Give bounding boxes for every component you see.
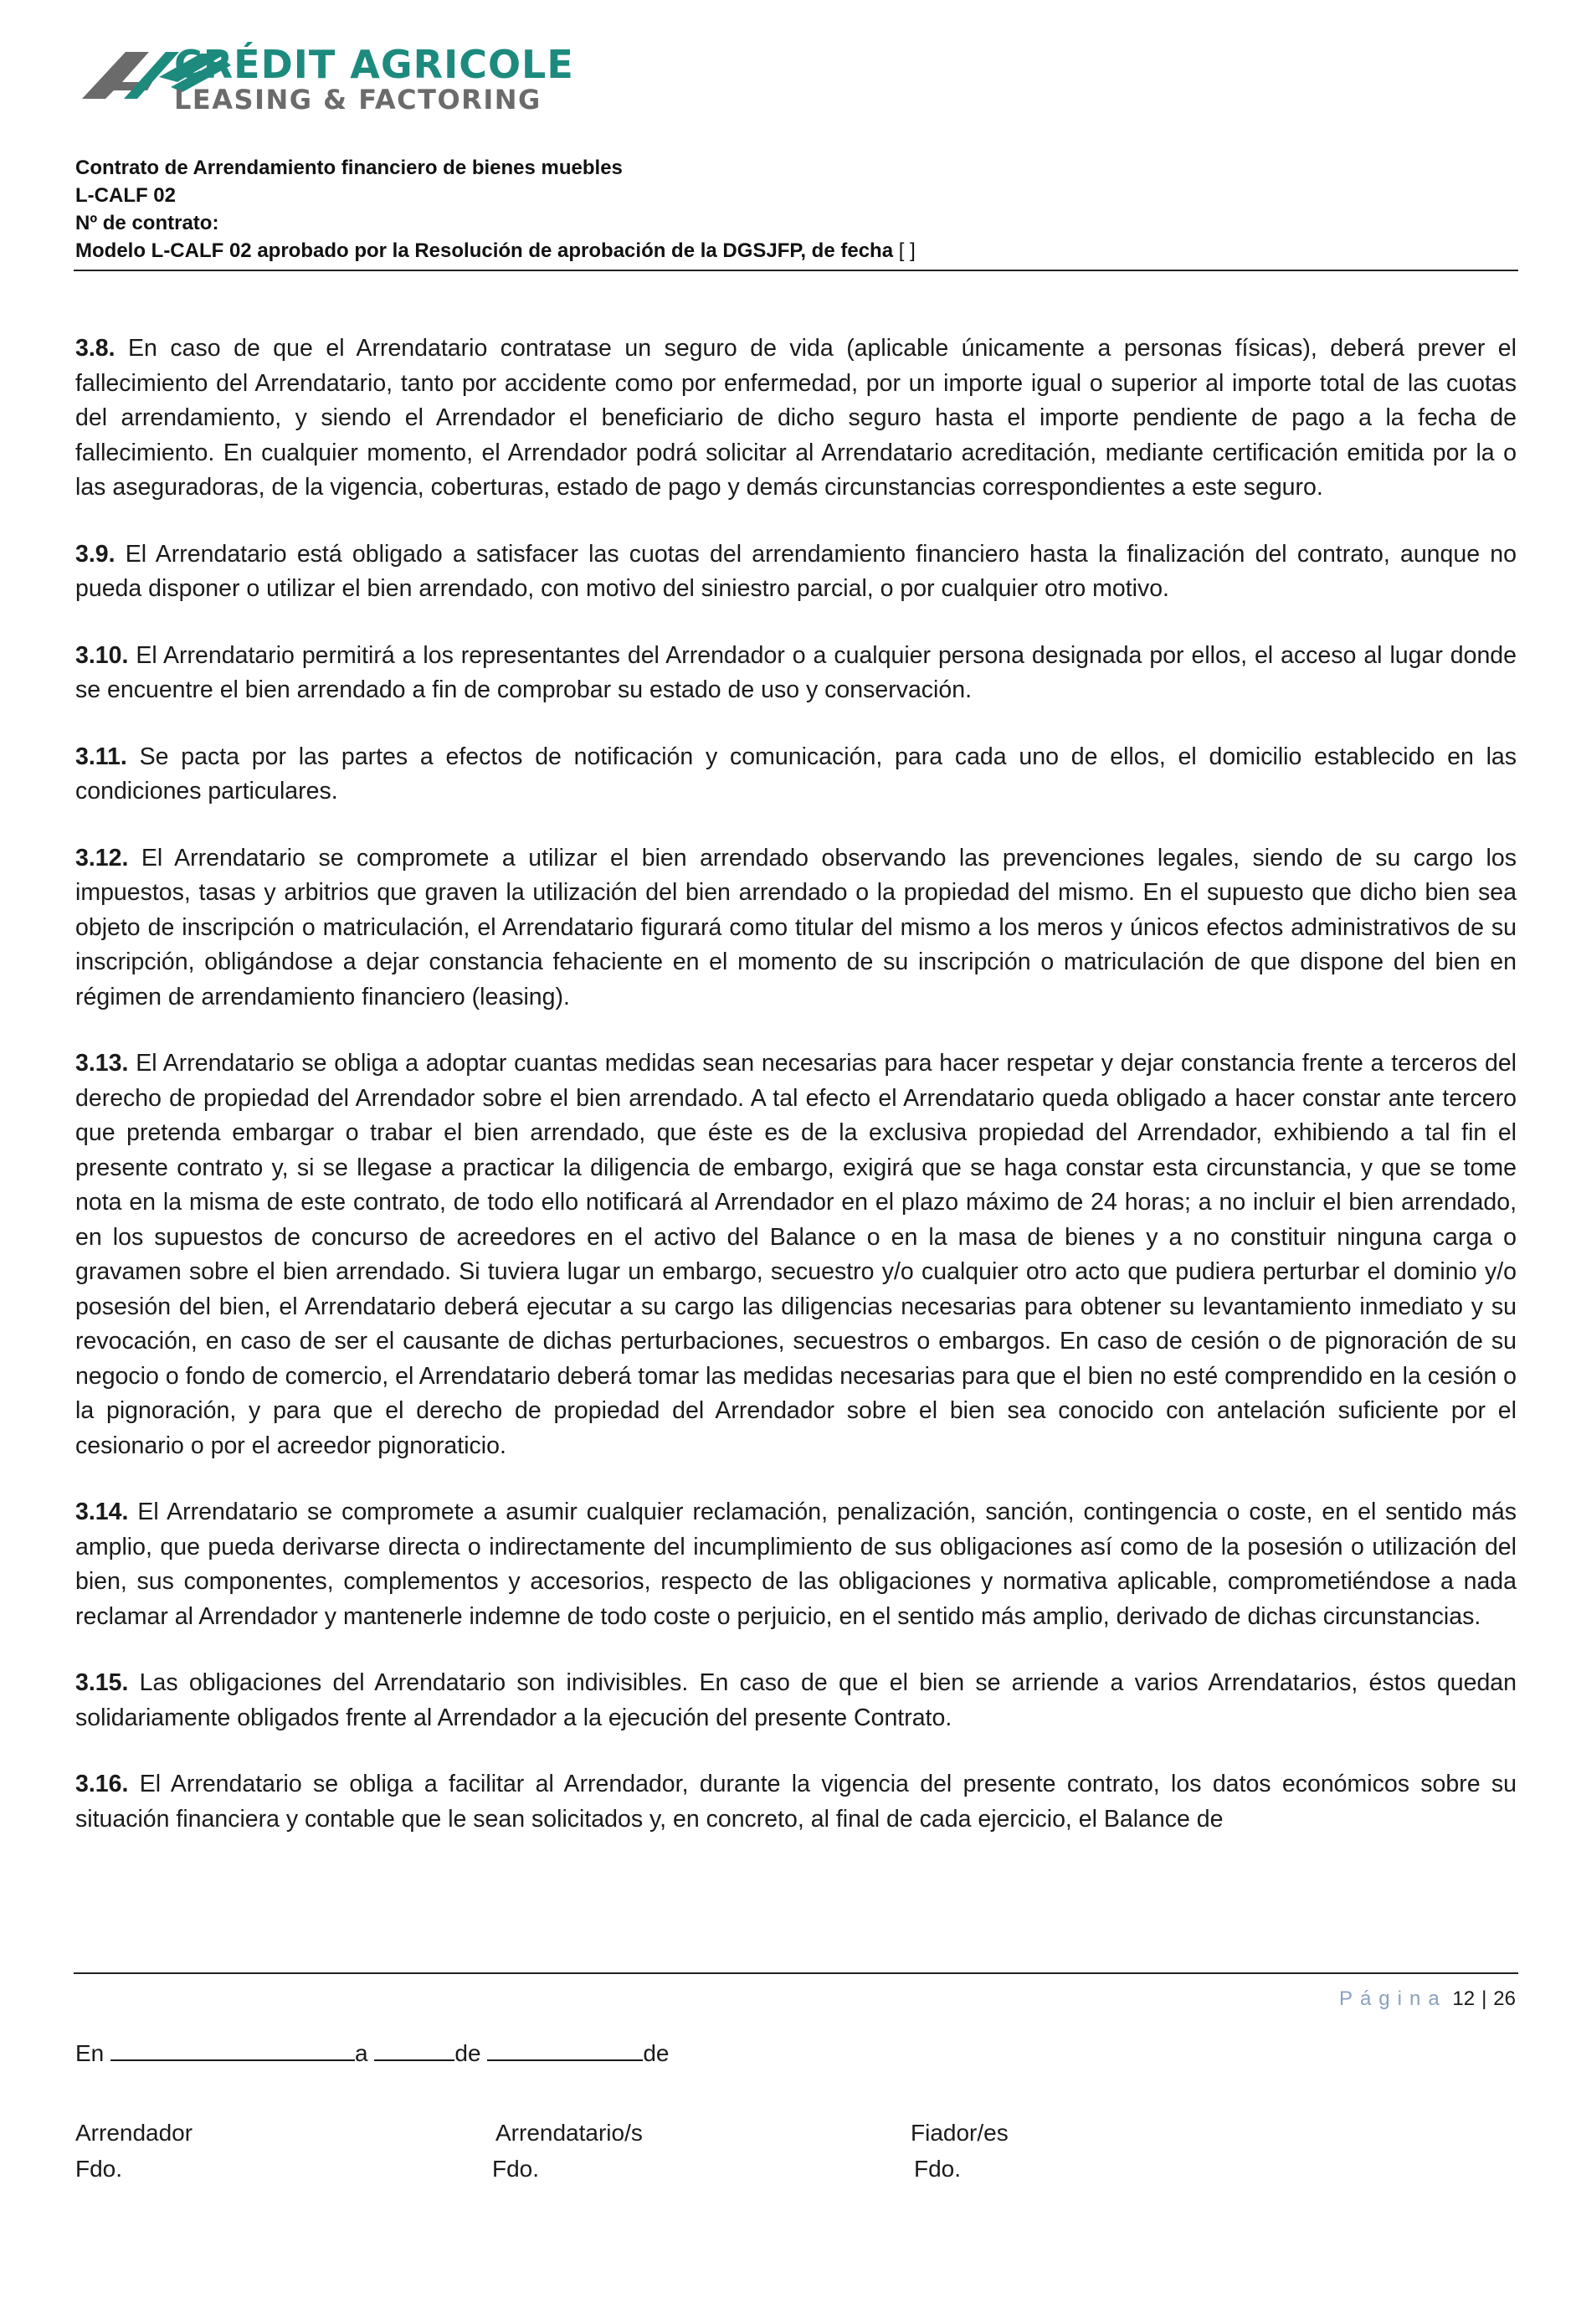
clause-text: Se pacta por las partes a efectos de notificación y comunicación, para cada uno de ellos, el domicilio establecido en las condiciones particulares.	[75, 743, 1517, 805]
clause-number: 3.11.	[75, 743, 127, 770]
header-divider	[74, 270, 1518, 271]
clause-text: El Arrendatario se compromete a utilizar el bien arrendado observando las prevenciones legales, siendo de su cargo los impuestos, tasas y arbitrios que graven la utilización del bien arrendado o la propiedad del mismo. En el supuesto que dicho bien sea objeto de inscripción o matriculación, el Arrendatario figurará como titular del mismo a los meros y únicos efectos administrativos de su inscripción, obligándose a dejar constancia fehaciente en el momento de su inscripción o matriculación de que dispone del bien en régimen de arrendamiento financiero (leasing).	[75, 844, 1517, 1010]
header-approval-text: Modelo L-CALF 02 aprobado por la Resolución de aprobación de la DGSJFP, de fecha	[75, 239, 894, 262]
clause-text: Las obligaciones del Arrendatario son indivisibles. En caso de que el bien se arriende a varios Arrendatarios, éstos quedan solidariamente obligados frente al Arrendador a la ejecución del presente Contrato.	[75, 1669, 1517, 1731]
clause-3-12	[75, 841, 1517, 1015]
clause-number: 3.9.	[75, 540, 116, 568]
header-contract-title: Contrato de Arrendamiento financiero de bienes muebles	[75, 157, 623, 179]
clause-number: 3.13.	[75, 1050, 129, 1077]
clause-text: El Arrendatario se obliga a facilitar al Arrendador, durante la vigencia del presente contrato, los datos económicos sobre su situación financiera y contable que le sean solicitados y, en concreto, al final de cada ejercicio, el Balance de	[75, 1771, 1517, 1833]
clause-number: 3.8.	[75, 335, 116, 362]
clause-number: 3.14.	[75, 1499, 129, 1525]
clause-3-14	[75, 1495, 1517, 1634]
signature-place-date	[75, 2038, 669, 2067]
page-label: Página	[1338, 1987, 1447, 2010]
clause-3-13	[75, 1046, 1517, 1463]
fiador-label: Fiador/es	[911, 2120, 1009, 2146]
clause-text: El Arrendatario permitirá a los representantes del Arrendador o a cualquier persona designada por ellos, el acceso al lugar donde se encuentre el bien arrendado a fin de comprobar su estado de uso y conservación.	[75, 641, 1517, 703]
page-number	[1339, 1987, 1516, 2011]
page-separator: |	[1481, 1987, 1487, 2010]
footer-divider	[74, 1972, 1518, 1974]
clause-text: El Arrendatario se obliga a adoptar cuantas medidas sean necesarias para hacer respetar y dejar constancia frente a terceros del derecho de propiedad del Arrendador sobre el bien arrendado. A tal efecto el Arrendatario queda obligado a hacer constar ante tercero que pretenda embargar o trabar el bien arrendado, que éste es de la exclusiva propiedad del Arrendador, exhibiendo a tal fin el presente contrato y, si se llegase a practicar la diligencia de embargo, exigirá que se haga constar esta circunstancia, y que se tome nota en la misma de este contrato, de todo ello notificará al Arrendador en el plazo máximo de 24 horas; a no incluir el bien arrendado, en los supuestos de concurso de acreedores en el activo del Balance o en la masa de bienes y a no constituir ninguna carga o gravamen sobre el bien arrendado. Si tuviera lugar un embargo, secuestro y/o cualquier otro acto que pudiera perturbar el dominio y/o posesión del bien, el Arrendatario deberá ejecutar a su cargo las diligencias necesarias para obtener su levantamiento inmediato y su revocación, en caso de ser el causante de dichas perturbaciones, secuestros o embargos. En caso de cesión o de pignoración de su negocio o fondo de comercio, el Arrendatario deberá tomar las medidas necesarias para que el bien no esté comprendido en la cesión o la pignoración, y para que el derecho de propiedad del Arrendador sobre el bien sea conocido con antelación suficiente por el cesionario o por el acreedor pignoraticio.	[75, 1050, 1517, 1459]
header-date-placeholder: [ ]	[898, 239, 916, 262]
month-blank[interactable]	[487, 2038, 643, 2061]
place-blank[interactable]	[110, 2038, 355, 2061]
clause-number: 3.15.	[75, 1669, 129, 1696]
arrendatario-label: Arrendatario/s	[495, 2120, 643, 2146]
clause-text: El Arrendatario se compromete a asumir cualquier reclamación, penalización, sanción, contingencia o coste, en el sentido más amplio, que pueda derivarse directa o indirectamente del incumplimiento de sus obligaciones así como de la posesión o utilización del bien, sus componentes, complementos y accesorios, respecto de las obligaciones y normativa aplicable, comprometiéndose a nada reclamar al Arrendador y mantenerle indemne de todo coste o perjuicio, en el sentido más amplio, derivado de dichas circunstancias.	[75, 1499, 1517, 1630]
page-total: 26	[1493, 1987, 1516, 2010]
clause-number: 3.12.	[75, 844, 129, 872]
arrendador-label: Arrendador	[75, 2120, 193, 2146]
clause-text: El Arrendatario está obligado a satisfacer las cuotas del arrendamiento financiero hasta la finalización del contrato, aunque no pueda disponer o utilizar el bien arrendado, con motivo del siniestro parcial, o por cualquier otro motivo.	[75, 540, 1517, 602]
logo-line-2: LEASING & FACTORING	[174, 84, 542, 116]
day-blank[interactable]	[374, 2038, 454, 2061]
year-label: de	[643, 2040, 670, 2066]
signature-arrendador	[75, 2115, 193, 2187]
arrendador-fdo: Fdo.	[75, 2156, 123, 2182]
place-label: En	[75, 2040, 105, 2066]
clause-3-15	[75, 1666, 1517, 1735]
clause-3-11	[75, 740, 1517, 810]
clause-3-16	[75, 1767, 1517, 1837]
document-body	[75, 332, 1517, 1869]
clause-text: En caso de que el Arrendatario contratase un seguro de vida (aplicable únicamente a personas físicas), deberá prever el fallecimiento del Arrendatario, tanto por accidente como por enfermedad, por un importe igual o superior al importe total de las cuotas del arrendamiento, y siendo el Arrendador el beneficiario de dicho seguro hasta el importe pendiente de pago a la fecha de fallecimiento. En cualquier momento, el Arrendador podrá solicitar al Arrendatario acreditación, mediante certificación emitida por la o las aseguradoras, de la vigencia, coberturas, estado de pago y demás circunstancias correspondientes a este seguro.	[75, 335, 1517, 501]
clause-number: 3.16.	[75, 1771, 129, 1797]
month-label: de	[454, 2040, 481, 2066]
arrendatario-fdo: Fdo.	[492, 2156, 540, 2182]
document-header	[75, 154, 1515, 265]
clause-number: 3.10.	[75, 641, 129, 669]
clause-3-10	[75, 639, 1517, 708]
header-model-code: L-CALF 02	[75, 184, 176, 207]
page-current: 12	[1452, 1987, 1476, 2010]
day-label: a	[355, 2040, 368, 2066]
logo-wordmark	[174, 44, 574, 114]
clause-3-9	[75, 537, 1517, 607]
header-contract-number: Nº de contrato:	[75, 212, 219, 234]
logo-line-1: CRÉDIT AGRICOLE	[174, 42, 574, 87]
signature-fiador	[911, 2115, 1009, 2187]
header-approval-line	[75, 237, 1515, 265]
clause-3-8	[75, 332, 1517, 506]
fiador-fdo: Fdo.	[914, 2156, 962, 2182]
signature-arrendatario	[492, 2115, 643, 2187]
